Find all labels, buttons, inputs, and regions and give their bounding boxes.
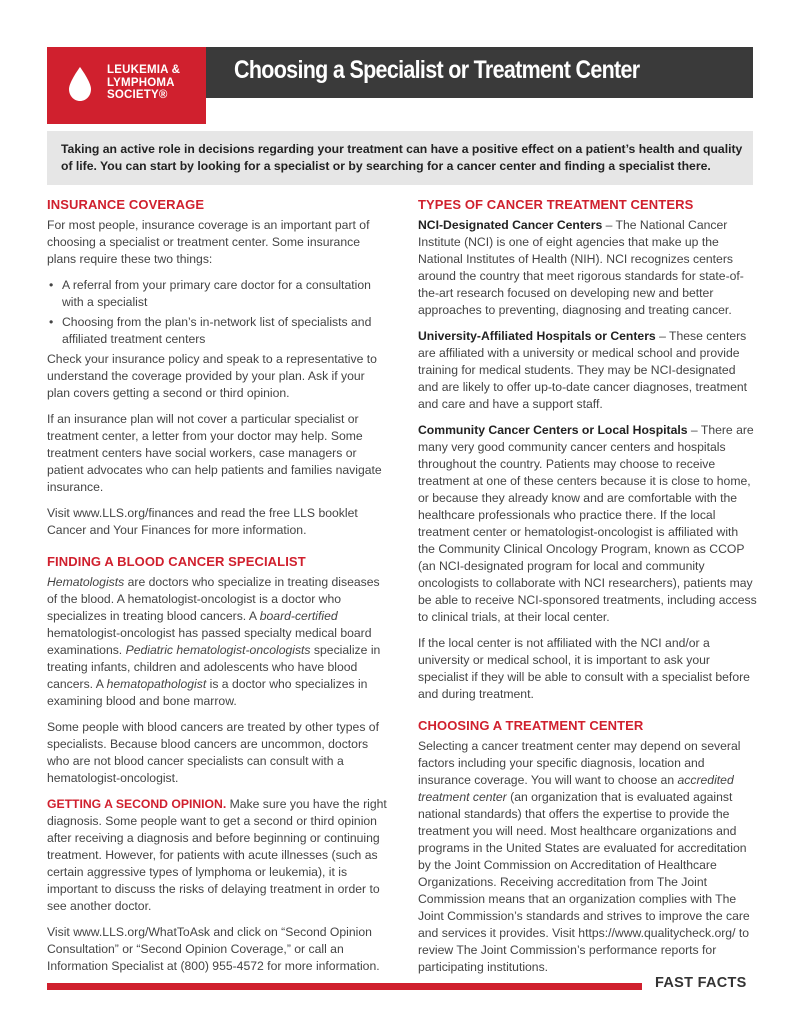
community-paragraph <box>418 422 758 626</box>
second-opinion-lead: GETTING A SECOND OPINION. <box>47 797 227 811</box>
insurance-heading: INSURANCE COVERAGE <box>47 197 205 212</box>
university-paragraph <box>418 328 758 413</box>
right-column <box>418 196 758 985</box>
term-pediatric: Pediatric hematologist-oncologists <box>125 643 311 657</box>
nci-paragraph <box>418 217 758 319</box>
text-run: specialize in treating infants, children and adolescents who have blood cancers. A <box>47 643 381 691</box>
insurance-paragraph-1: For most people, insurance coverage is an important part of choosing a specialist or treatment center. Some insurance plans require these two things: <box>47 218 370 266</box>
logo-line-1: LEUKEMIA & <box>107 64 181 76</box>
logo-text <box>107 64 180 102</box>
community-lead: Community Cancer Centers or Local Hospitals <box>418 423 688 437</box>
term-accredited: accredited treatment center <box>418 773 734 804</box>
nci-lead: NCI-Designated Cancer Centers <box>418 218 603 232</box>
types-heading: TYPES OF CANCER TREATMENT CENTERS <box>418 197 694 212</box>
university-lead: University-Affiliated Hospitals or Centers <box>418 329 656 343</box>
text-run: Selecting a cancer treatment center may depend on several factors including your specific diagnosis, location and insurance coverage. You will want to choose an <box>418 739 741 787</box>
term-board-certified: board-certified <box>259 609 338 623</box>
title-bar <box>206 47 753 98</box>
text-run: – There are many very good community cancer centers and hospitals throughout the country. Patients may choose to receive treatment at one of these centers because it is close to home, or because they already know and are comfortable with the healthcare professionals who practice there. If the local treatment center or hematologist-oncologist is affiliated with the Community Clinical Oncology Program, known as CCOP (an NCI-designated program for local and community oncologists to collaborate with NCI researchers), patients may be able to receive NCI-sponsored treatments, including access to clinical trials, at their local center. <box>418 423 757 624</box>
specialist-paragraph-4: Visit www.LLS.org/WhatToAsk and click on “Second Opinion Consultation” or “Second Opinion Coverage,” or call an Information Specialist at (800) 955-4572 for more information. <box>47 925 380 973</box>
insurance-paragraph-2: Check your insurance policy and speak to a representative to understand the coverage provided by your plan. Ask if your plan covers getting a second or third opinion. <box>47 352 377 400</box>
choosing-paragraph <box>418 738 758 976</box>
choosing-heading: CHOOSING A TREATMENT CENTER <box>418 718 644 733</box>
intro-box <box>47 131 753 185</box>
logo-line-2: LYMPHOMA <box>107 76 175 89</box>
insurance-paragraph-3: If an insurance plan will not cover a particular specialist or treatment center, a letter from your doctor may help. Some treatment centers have social workers, case managers or patient advocates who can help patients and families navigate insurance. <box>47 412 382 494</box>
text-run: – The National Cancer Institute (NCI) is one of eight agencies that make up the National Institutes of Health (NIH). NCI recognizes centers around the country that meet rigorous standards for state-of-the-art research focused on developing new and better approaches to preventing, diagnosing and treating cancer. <box>418 218 744 317</box>
list-item: • A referral from your primary care doctor for a consultation with a specialist <box>47 277 387 311</box>
footer-label: FAST FACTS <box>655 975 747 991</box>
page-title: Choosing a Specialist or Treatment Center <box>234 56 640 84</box>
second-opinion-paragraph <box>47 796 387 915</box>
term-hematologists: Hematologists <box>47 575 125 589</box>
insurance-requirements-list <box>47 277 387 348</box>
logo-line-3: SOCIETY® <box>107 89 168 101</box>
text-run: (an organization that is evaluated against national standards) that offers the expertise to provide the treatment you will need. Most healthcare organizations and programs in the United States are evaluated for accreditation by the Joint Commission on Accreditation of Healthcare Organizations. Receiving accreditation from The Joint Commission means that an organization complies with The Joint Commission’s standards and strives to improve the care and services it provides. Visit https://www.qualitycheck.org/ to review The Joint Commission’s performance reports for participating institutions. <box>418 790 750 974</box>
intro-text: Taking an active role in decisions regarding your treatment can have a positive effect on a patient’s health and quality of life. You can start by looking for a specialist or by searching for a cancer center and finding a specialist there. <box>61 142 743 173</box>
footer-bar <box>47 983 642 990</box>
specialist-paragraph-1 <box>47 574 387 710</box>
text-run: – These centers are affiliated with a university or medical school and provide training for medical students. They may be NCI-designated and are likely to offer up-to-date cancer diagnoses, treatment and care and have a support staff. <box>418 329 748 411</box>
term-hematopathologist: hematopathologist <box>106 677 207 691</box>
blood-drop-icon <box>67 66 93 102</box>
list-item: • Choosing from the plan’s in-network list of specialists and affiliated treatment centers <box>47 314 387 348</box>
text-run: are doctors who specialize in treating diseases of the blood. A hematologist-oncologist is a doctor who specializes in treating blood cancers. A <box>47 575 380 623</box>
text-run: hematologist-oncologist has passed specialty medical board examinations. <box>47 626 372 657</box>
specialist-heading: FINDING A BLOOD CANCER SPECIALIST <box>47 554 306 569</box>
local-center-paragraph: If the local center is not affiliated with the NCI and/or a university or medical school, it is important to ask your specialist if they will be able to consult with a specialist before and during treatment. <box>418 636 750 701</box>
text-run: Make sure you have the right diagnosis. Some people want to get a second or third opinion after receiving a diagnosis and before beginning or continuing treatment. However, for patients with acute illnesses (such as certain aggressive types of lymphoma or leukemia), it is important to discuss the risks of delaying treatment in order to see another doctor. <box>47 797 387 913</box>
lls-logo <box>47 47 206 124</box>
left-column <box>47 196 387 984</box>
text-run: is a doctor who specializes in examining blood and bone marrow. <box>47 677 368 708</box>
insurance-paragraph-4: Visit www.LLS.org/finances and read the free LLS booklet Cancer and Your Finances for more information. <box>47 506 358 537</box>
specialist-paragraph-2: Some people with blood cancers are treated by other types of specialists. Because blood cancers are uncommon, doctors who are not blood cancer specialists can consult with a hematologist-oncologist. <box>47 720 379 785</box>
